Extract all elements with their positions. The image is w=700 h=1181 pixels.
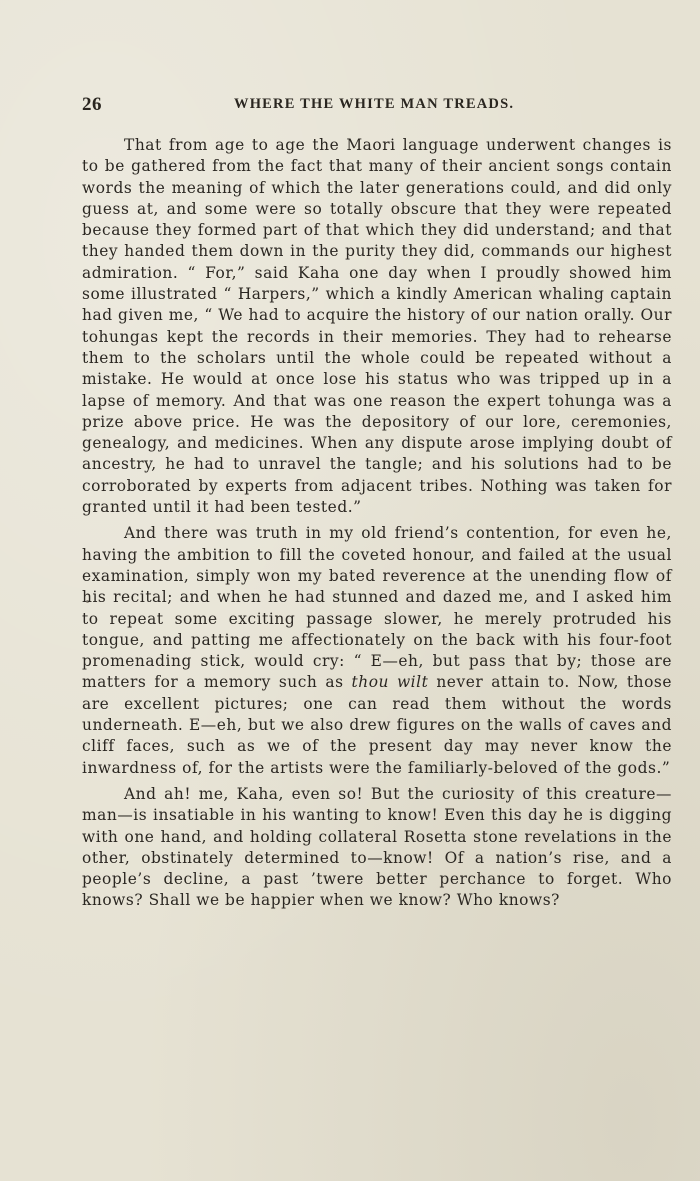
body-text xyxy=(82,135,672,917)
paragraph-2 xyxy=(82,523,672,779)
paragraph-2-italic: thou wilt xyxy=(351,673,429,692)
paragraph-1: That from age to age the Maori language underwent changes is to be gathered from the fact that many of their ancient songs contain words the meaning of which the later generations could, and did only guess at, and some were so totally obscure that they were repeated because they formed part of that which they did understand; and that they handed them down in the purity they did, commands our highest admiration. “ For,” said Kaha one day when I proudly showed him some illustrated “ Harpers,” which a kindly American whaling captain had given me, “ We had to acquire the history of our nation orally. Our tohungas kept the records in their memories. They had to rehearse them to the scholars until the whole could be repeated without a mistake. He would at once lose his status who was tripped up in a lapse of memory. And that was one reason the expert tohunga was a prize above price. He was the depository of our lore, ceremonies, genealogy, and medicines. When any dispute arose implying doubt of ancestry, he had to unravel the tangle; and his solutions had to be corroborated by experts from adjacent tribes. Nothing was taken for granted until it had been tested.” xyxy=(82,136,672,517)
page-header xyxy=(82,94,672,120)
paragraph-2-text-b: never attain to. Now, those are excellent pictures; one can read them without the words underneath. E—eh, but we also drew figures on the walls of caves and cliff faces, such as we of the present day may never know the inwardness of, for the artists were the familiarly-beloved of the gods.” xyxy=(82,673,672,777)
running-head: WHERE THE WHITE MAN TREADS. xyxy=(234,96,515,112)
paragraph-2-text-a: And there was truth in my old friend’s contention, for even he, having the ambition to fill the coveted honour, and failed at the usual examination, simply won my bated reverence at the unending flow of his recital; and when he had stunned and dazed me, and I asked him to repeat some exciting passage slower, he merely protruded his tongue, and patting me affectionately on the back with his four-foot promenading stick, would cry: “ E—eh, but pass that by; those are matters for a memory such as xyxy=(82,524,672,692)
page-number: 26 xyxy=(82,94,102,115)
paragraph-3: And ah! me, Kaha, even so! But the curiosity of this creature—man—is insatiable in his wanting to know! Even this day he is digging with one hand, and holding collateral Rosetta stone revelations in the other, obstinately determined to—know! Of a nation’s rise, and a people’s decline, a past ’twere better perchance to forget. Who knows? Shall we be happier when we know? Who knows? xyxy=(82,784,672,910)
